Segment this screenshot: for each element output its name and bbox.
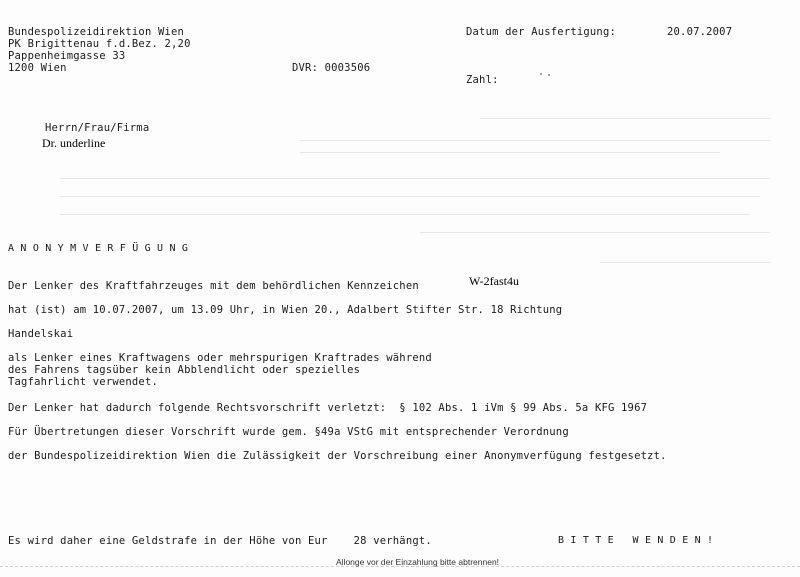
turn-over-notice: BITTE WENDEN! — [558, 535, 720, 546]
bleed-through-line — [60, 178, 770, 179]
sender-line-4: 1200 Wien — [8, 62, 67, 74]
bleed-through-line — [300, 140, 770, 141]
body-paragraph-4c: Tagfahrlicht verwendet. — [8, 376, 158, 388]
recipient-name: Dr. underline — [42, 136, 106, 150]
redaction-mark — [548, 74, 550, 76]
body-paragraph-2: hat (ist) am 10.07.2007, um 13.09 Uhr, in Wien 20., Adalbert Stifter Str. 18 Richtung — [8, 304, 563, 316]
redaction-mark — [540, 73, 542, 75]
date-value: 20.07.2007 — [667, 26, 733, 38]
body-paragraph-1: Der Lenker des Kraftfahrzeuges mit dem behördlichen Kennzeichen — [8, 280, 419, 292]
body-paragraph-5: Der Lenker hat dadurch folgende Rechtsvorschrift verletzt: § 102 Abs. 1 iVm § 99 Abs. 5a KFG 1967 — [8, 402, 648, 414]
body-paragraph-4a: als Lenker eines Kraftwagens oder mehrspurigen Kraftrades während — [8, 352, 432, 364]
sender-line-1: Bundespolizeidirektion Wien — [8, 26, 185, 38]
body-paragraph-3: Handelskai — [8, 328, 74, 340]
bleed-through-line — [60, 214, 750, 215]
dvr-number: DVR: 0003506 — [292, 62, 371, 74]
body-paragraph-4b: des Fahrens tagsüber kein Abblendlicht oder spezielles — [8, 364, 361, 376]
recipient-label: Herrn/Frau/Firma — [45, 122, 150, 134]
sender-line-2: PK Brigittenau f.d.Bez. 2,20 — [8, 38, 191, 50]
bleed-through-line — [420, 232, 770, 233]
zahl-label: Zahl: — [466, 74, 499, 86]
bleed-through-line — [600, 262, 770, 263]
license-plate: W-2fast4u — [469, 274, 519, 288]
sender-line-3: Pappenheimgasse 33 — [8, 50, 126, 62]
bleed-through-line — [480, 118, 770, 119]
date-label: Datum der Ausfertigung: — [466, 26, 616, 38]
bleed-through-line — [300, 152, 720, 153]
detach-instruction: Allonge vor der Einzahlung bitte abtrennen! — [336, 557, 500, 567]
body-paragraph-6: Für Übertretungen dieser Vorschrift wurde gem. §49a VStG mit entsprechender Verordnung — [8, 426, 569, 438]
bleed-through-line — [60, 196, 760, 197]
document-heading: ANONYMVERFÜGUNG — [8, 243, 195, 254]
body-paragraph-7: der Bundespolizeidirektion Wien die Zulässigkeit der Vorschreibung einer Anonymverfügung festgesetzt. — [8, 450, 667, 462]
fine-statement: Es wird daher eine Geldstrafe in der Höhe von Eur 28 verhängt. — [8, 535, 432, 547]
